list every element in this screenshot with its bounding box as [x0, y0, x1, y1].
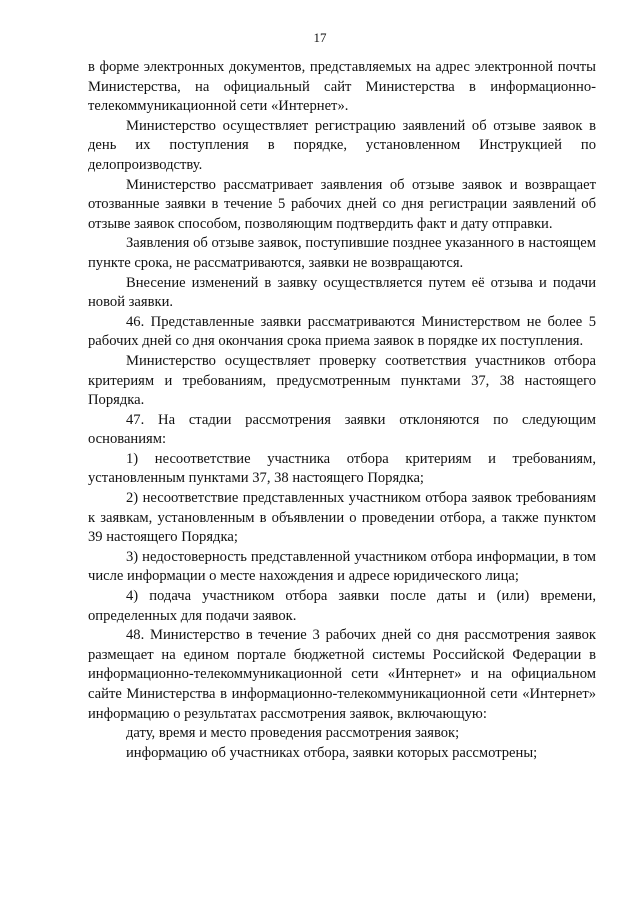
paragraph-item-46: 46. Представленные заявки рассматриваются Министерством не более 5 рабочих дней со дня окончания срока приема заявок в порядке их поступления.: [88, 313, 596, 350]
paragraph-item-47: 47. На стадии рассмотрения заявки отклоняются по следующим основаниям:: [88, 411, 596, 448]
paragraph-item-47-4: 4) подача участником отбора заявки после даты и (или) времени, определенных для подачи заявок.: [88, 588, 596, 624]
paragraph-item-48: 48. Министерство в течение 3 рабочих дней со дня рассмотрения заявок размещает на едином портале бюджетной системы Российской Федерации в информационно-телекоммуникационной сети «Интернет» и на официальном сайте Министерства в информационно-телекоммуникационной сети «Интернет» информацию о результатах рассмотрения заявок, включающую:: [88, 627, 596, 722]
paragraph-registration: Министерство осуществляет регистрацию заявлений об отзыве заявок в день их поступления в порядке, установленном Инструкцией по делопроизводству.: [88, 117, 596, 173]
paragraph-item-47-1: 1) несоответствие участника отбора критериям и требованиям, установленным пунктами 37, 38 настоящего Порядка;: [88, 450, 596, 487]
paragraph-item-47-2: 2) несоответствие представленных участником отбора заявок требованиям к заявкам, установленным в объявлении о проведении отбора, а также пунктом 39 настоящего Порядка;: [88, 490, 596, 546]
paragraph-changes: Внесение изменений в заявку осуществляется путем её отзыва и подачи новой заявки.: [88, 274, 596, 311]
paragraph-review-withdrawal: Министерство рассматривает заявления об отзыве заявок и возвращает отозванные заявки в течение 5 рабочих дней со дня регистрации заявлений об отзыве заявок способом, позволяющим подтвердить факт и дату отправки.: [88, 176, 596, 232]
paragraph-item-48-participants: информацию об участниках отбора, заявки которых рассмотрены;: [126, 744, 538, 761]
document-body: [88, 58, 596, 763]
page-number: 17: [313, 30, 327, 45]
paragraph-item-46-check: Министерство осуществляет проверку соответствия участников отбора критериям и требованиям, предусмотренным пунктами 37, 38 настоящего Порядка.: [88, 352, 596, 409]
paragraph-item-48-date: дату, время и место проведения рассмотрения заявок;: [126, 725, 460, 742]
paragraph-continuation: в форме электронных документов, представляемых на адрес электронной почты Министерства, на официальный сайт Министерства в информационно-телекоммуникационной сети «Интернет».: [88, 59, 596, 115]
paragraph-item-47-3: 3) недостоверность представленной участником отбора информации, в том числе информации о месте нахождения и адресе юридического лица;: [88, 548, 596, 585]
paragraph-late-withdrawal: Заявления об отзыве заявок, поступившие позднее указанного в настоящем пункте срока, не рассматриваются, заявки не возвращаются.: [88, 235, 596, 271]
